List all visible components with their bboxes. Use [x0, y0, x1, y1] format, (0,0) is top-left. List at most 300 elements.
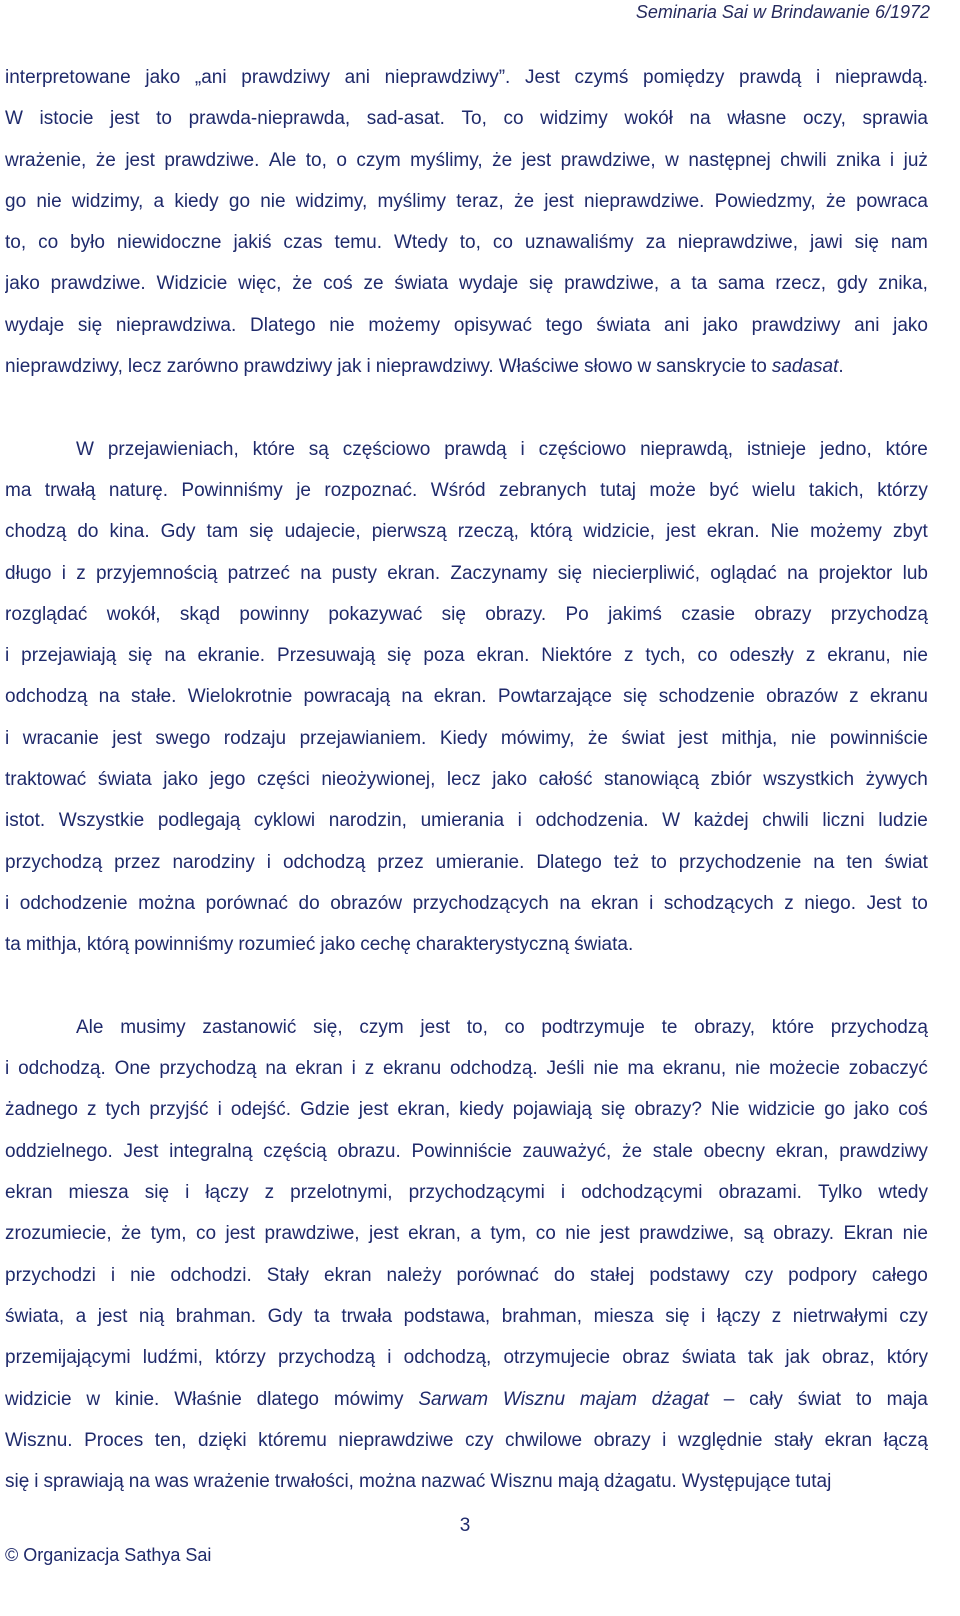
- word: wtedy: [878, 1182, 928, 1204]
- word: jako: [854, 1099, 890, 1121]
- word: swego: [155, 727, 211, 749]
- word: nam: [890, 232, 928, 254]
- word: co: [195, 1223, 217, 1245]
- word: i: [816, 67, 821, 88]
- word: odchodzą: [282, 851, 366, 873]
- word: odeszły: [729, 645, 794, 667]
- word: naturę.: [108, 479, 169, 501]
- word: który: [886, 1347, 928, 1369]
- word: prawdą: [444, 438, 507, 460]
- word: te: [661, 1016, 678, 1038]
- word: Wisznu: [502, 1388, 566, 1410]
- word: względnie: [677, 1429, 763, 1451]
- word: przelotnymi,: [290, 1182, 393, 1204]
- word: świata: [681, 1347, 736, 1369]
- word: Kiedy: [439, 727, 488, 749]
- word: opisywać: [453, 314, 532, 336]
- word: nieprawdziwe.: [584, 190, 705, 212]
- word: kiedy: [459, 1099, 504, 1121]
- text-line: [5, 1007, 928, 1048]
- word: Nie: [770, 521, 800, 543]
- word: prawdziwy: [751, 314, 841, 336]
- word: sprawiają: [43, 1471, 124, 1493]
- word: i: [387, 1347, 392, 1369]
- word: się: [600, 1099, 626, 1121]
- word: się: [144, 1182, 170, 1204]
- word: maja: [886, 1388, 928, 1410]
- word: którzy: [877, 479, 928, 501]
- word: to: [911, 892, 928, 914]
- word: nieprawdą,: [640, 438, 734, 460]
- word: lub: [902, 562, 928, 584]
- word: widzimy: [540, 108, 608, 130]
- word: to,: [305, 149, 327, 171]
- word: wrażenie: [193, 1471, 270, 1493]
- word: was: [154, 1471, 189, 1493]
- word: Tylko: [817, 1182, 863, 1204]
- word: jakimś: [608, 603, 662, 625]
- word: łączą: [883, 1429, 928, 1451]
- word: które: [771, 1016, 815, 1038]
- word: nieprawdziwy,: [5, 356, 123, 378]
- word: przychodzi: [5, 1264, 96, 1286]
- word: które: [885, 438, 928, 460]
- word: to,: [466, 1016, 488, 1038]
- word: nieprawdziwe,: [677, 232, 799, 254]
- word: odchodzą: [5, 686, 88, 708]
- word: niewidoczne: [116, 232, 222, 254]
- word: zebranych: [499, 479, 587, 501]
- word: miesza: [593, 1305, 654, 1327]
- word: trwała: [341, 1305, 393, 1327]
- word: można: [138, 892, 196, 914]
- word: takich,: [808, 479, 864, 501]
- word: sadasat.: [771, 356, 844, 378]
- word: że: [95, 149, 116, 171]
- word: można: [358, 1471, 416, 1493]
- word: z: [849, 686, 859, 708]
- word: jest: [369, 1223, 399, 1245]
- word: czy: [744, 1264, 774, 1286]
- word: było: [70, 232, 105, 254]
- word: wracanie: [22, 727, 99, 749]
- word: jest: [112, 727, 142, 749]
- word: dżagatu.: [603, 1471, 677, 1493]
- word: i: [520, 438, 525, 460]
- word: które: [252, 438, 295, 460]
- word: chodzą: [5, 521, 67, 543]
- word: ten,: [154, 1429, 187, 1451]
- word: Wisznu: [490, 1471, 553, 1493]
- word: porównać: [456, 1264, 539, 1286]
- word: schodzących: [663, 892, 774, 914]
- word: widzimy,: [71, 190, 144, 212]
- word: w: [665, 149, 679, 171]
- word: przychodzą: [277, 1347, 376, 1369]
- word: Właśnie: [174, 1388, 242, 1410]
- word: możecie: [769, 1058, 840, 1080]
- word: jawi: [809, 232, 843, 254]
- word: to,: [5, 232, 27, 254]
- word: należy: [386, 1264, 442, 1286]
- word: i: [266, 851, 272, 873]
- word: rzeczą,: [457, 521, 519, 543]
- word: się: [529, 273, 554, 295]
- word: i: [701, 1305, 706, 1327]
- word: jest: [420, 1016, 450, 1038]
- text-line: [5, 470, 928, 511]
- word: słowo: [583, 356, 633, 378]
- word: na: [559, 892, 581, 914]
- word: ekranu,: [662, 1058, 727, 1080]
- text-line: [5, 1337, 928, 1378]
- word: powinniśmy: [134, 934, 234, 956]
- word: Powinniście: [411, 1140, 512, 1162]
- text-line: [5, 511, 928, 552]
- word: ekran: [295, 1058, 343, 1080]
- word: się,: [313, 1016, 343, 1038]
- word: widzimy,: [295, 190, 368, 212]
- word: majam: [579, 1388, 637, 1410]
- word: na: [164, 645, 186, 667]
- word: miesza: [68, 1182, 129, 1204]
- text-line: [5, 181, 928, 222]
- word: zauważyć,: [522, 1140, 612, 1162]
- word: Wisznu.: [5, 1429, 73, 1451]
- word: że: [587, 727, 608, 749]
- word: co: [697, 645, 718, 667]
- word: że: [121, 1223, 142, 1245]
- word: obrazy,: [694, 1016, 756, 1038]
- word: charakterystyczną: [415, 934, 570, 956]
- word: co: [503, 108, 524, 130]
- word: jest: [600, 1223, 630, 1245]
- word: cyklowi: [253, 810, 316, 832]
- word: stale: [652, 1140, 693, 1162]
- word: „ani: [194, 67, 227, 88]
- word: lecz: [446, 769, 481, 791]
- word: To,: [461, 108, 487, 130]
- word: zbiór: [710, 769, 752, 791]
- word: Jest: [525, 67, 560, 88]
- word: tego: [545, 314, 583, 336]
- word: z: [771, 1305, 782, 1327]
- word: Wtedy: [393, 232, 448, 254]
- word: się: [5, 1471, 30, 1493]
- word: wokół,: [106, 603, 161, 625]
- word: ekran,: [775, 1140, 829, 1162]
- word: czym: [359, 1016, 404, 1038]
- word: narodzin,: [328, 810, 407, 832]
- text-line: [5, 800, 928, 841]
- word: jest: [97, 1305, 128, 1327]
- word: się: [249, 521, 274, 543]
- word: co: [492, 232, 513, 254]
- word: zobaczyć: [848, 1058, 928, 1080]
- word: dlatego: [256, 1388, 319, 1410]
- word: je: [296, 479, 311, 501]
- word: tak: [747, 1347, 774, 1369]
- word: czas: [283, 232, 323, 254]
- word: ekran: [324, 1264, 372, 1286]
- word: i: [5, 645, 10, 667]
- word: i: [517, 810, 522, 832]
- text-line: [5, 635, 928, 676]
- word: Niektóre: [541, 645, 613, 667]
- word: –: [723, 1388, 735, 1410]
- word: którą: [529, 521, 573, 543]
- word: tutaj: [600, 479, 636, 501]
- word: brahman.: [175, 1305, 257, 1327]
- word: interpretowane: [5, 67, 131, 88]
- word: jako: [5, 273, 40, 295]
- word: powracają: [303, 686, 391, 708]
- word: chwili: [780, 149, 827, 171]
- word: Gdy: [267, 1305, 303, 1327]
- word: i: [5, 1058, 10, 1080]
- word: widzicie: [5, 1388, 72, 1410]
- word: jego: [209, 769, 246, 791]
- word: prawda-nieprawda,: [188, 108, 351, 130]
- word: się: [77, 314, 103, 336]
- word: cechę: [360, 934, 411, 956]
- word: czym: [356, 149, 401, 171]
- word: kinie.: [114, 1388, 160, 1410]
- word: długo: [5, 562, 52, 584]
- word: rodzaju: [223, 727, 287, 749]
- word: powraca: [856, 190, 928, 212]
- text-line: [5, 718, 928, 759]
- word: obraz: [622, 1347, 670, 1369]
- word: chwili: [762, 810, 809, 832]
- word: teraz,: [456, 190, 504, 212]
- word: ta: [313, 1305, 330, 1327]
- word: stanowiącą: [603, 769, 700, 791]
- word: wrażenie,: [5, 149, 87, 171]
- word: gdy: [836, 273, 868, 295]
- word: mithja,: [25, 934, 82, 956]
- word: tam: [206, 521, 239, 543]
- text-line: [5, 1379, 928, 1420]
- word: do: [553, 1264, 575, 1286]
- word: Powtarzające: [497, 686, 612, 708]
- word: go: [228, 190, 251, 212]
- word: nie: [36, 190, 62, 212]
- word: brahman,: [501, 1305, 583, 1327]
- word: poza: [423, 645, 465, 667]
- word: chwilowe: [504, 1429, 583, 1451]
- word: obrazy: [593, 1429, 651, 1451]
- word: projektor: [818, 562, 893, 584]
- word: schodzenie: [658, 686, 755, 708]
- word: tutaj: [795, 1471, 832, 1493]
- word: w: [86, 1388, 101, 1410]
- word: podpory: [788, 1264, 857, 1286]
- word: jedno,: [819, 438, 872, 460]
- word: jako: [163, 769, 199, 791]
- word: nieprawdziwy.: [375, 356, 494, 378]
- word: Jeśli: [546, 1058, 585, 1080]
- word: go: [824, 1099, 846, 1121]
- word: ekranu,: [827, 645, 891, 667]
- word: Zaczynamy: [450, 562, 548, 584]
- text-line: [5, 1131, 928, 1172]
- word: jest: [109, 108, 140, 130]
- text-line: [5, 553, 928, 594]
- word: się: [623, 686, 648, 708]
- word: i: [185, 1182, 190, 1204]
- text-line: [5, 759, 928, 800]
- word: nie: [565, 1223, 591, 1245]
- word: niego.: [804, 892, 857, 914]
- text-line: [5, 57, 928, 98]
- word: całość: [538, 769, 593, 791]
- word: W: [76, 438, 94, 460]
- word: przychodzącymi: [408, 1182, 545, 1204]
- word: mithja,: [721, 727, 778, 749]
- word: że: [621, 1140, 643, 1162]
- text-line: [5, 594, 928, 635]
- word: na: [401, 686, 423, 708]
- word: się: [128, 645, 153, 667]
- word: jako: [893, 314, 928, 336]
- word: Proces: [84, 1429, 144, 1451]
- word: Właściwe: [498, 356, 579, 378]
- word: na: [98, 686, 120, 708]
- word: sanskrycie: [656, 356, 746, 378]
- word: i: [662, 1429, 667, 1451]
- word: Występujące: [681, 1471, 791, 1493]
- word: żywych: [865, 769, 928, 791]
- word: odchodzą.: [449, 1058, 538, 1080]
- word: jest: [678, 727, 708, 749]
- text-line: [5, 1420, 928, 1461]
- word: nie: [734, 1058, 761, 1080]
- word: nie: [902, 645, 928, 667]
- word: oczy,: [802, 108, 846, 130]
- word: nieożywionej,: [321, 769, 436, 791]
- word: jako: [492, 769, 528, 791]
- word: pierwszą: [371, 521, 447, 543]
- word: całego: [871, 1264, 928, 1286]
- word: na: [813, 851, 835, 873]
- word: świat: [884, 851, 928, 873]
- word: świata: [596, 314, 651, 336]
- text-line: [5, 222, 928, 263]
- word: oglądać: [710, 562, 777, 584]
- word: ekran: [591, 892, 639, 914]
- word: ludźmi,: [142, 1347, 203, 1369]
- word: ludzie: [878, 810, 928, 832]
- word: tych,: [645, 645, 686, 667]
- word: odchodzą,: [403, 1347, 492, 1369]
- word: jak: [337, 356, 362, 378]
- word: myślimy,: [410, 149, 483, 171]
- word: istocie: [39, 108, 94, 130]
- word: o: [336, 149, 347, 171]
- document-body: [5, 57, 928, 1502]
- word: rozglądać: [5, 603, 88, 625]
- page-header-title: Seminaria Sai w Brindawanie 6/1972: [635, 2, 930, 22]
- word: trwałą: [44, 479, 96, 501]
- word: jako: [703, 314, 738, 336]
- word: Gdy: [160, 521, 196, 543]
- word: ta: [691, 273, 708, 295]
- word: przychodzą: [5, 851, 103, 873]
- word: ekran.: [387, 562, 441, 584]
- word: prawdą: [739, 67, 802, 88]
- word: przychodzą: [830, 603, 928, 625]
- word: traktować: [5, 769, 87, 791]
- word: obecny: [703, 1140, 765, 1162]
- word: którzy: [215, 1347, 266, 1369]
- word: zrozumiecie,: [5, 1223, 112, 1245]
- word: Ekran: [843, 1223, 894, 1245]
- word: wydaje: [5, 314, 65, 336]
- word: to: [855, 1388, 872, 1410]
- word: nie: [902, 1223, 928, 1245]
- text-line: [5, 346, 928, 387]
- word: są: [308, 438, 329, 460]
- word: a: [669, 273, 681, 295]
- word: Dlatego: [250, 314, 316, 336]
- word: odchodzą.: [18, 1058, 106, 1080]
- word: tym,: [150, 1223, 187, 1245]
- word: i: [560, 1182, 566, 1204]
- word: zarówno: [166, 356, 239, 378]
- word: integralną: [169, 1140, 253, 1162]
- word: jest: [666, 521, 696, 543]
- word: własne: [727, 108, 787, 130]
- word: sprawia: [862, 108, 928, 130]
- word: Wśród: [430, 479, 486, 501]
- word: to,: [459, 232, 481, 254]
- word: ekran.: [476, 645, 530, 667]
- word: prawdziwy: [243, 356, 333, 378]
- word: podlegają: [157, 810, 241, 832]
- word: tym,: [490, 1223, 527, 1245]
- text-line: [5, 1048, 928, 1089]
- text-line: [5, 1255, 928, 1296]
- word: mówimy: [333, 1388, 404, 1410]
- word: widzicie: [748, 1099, 816, 1121]
- word: stałej: [590, 1264, 635, 1286]
- word: liczni: [822, 810, 865, 832]
- word: coś: [898, 1099, 928, 1121]
- word: cały: [749, 1388, 783, 1410]
- word: przychodzących: [412, 892, 549, 914]
- word: ma: [627, 1058, 654, 1080]
- word: przychodzą: [830, 1016, 928, 1038]
- word: na: [265, 1058, 287, 1080]
- word: możemy: [368, 314, 441, 336]
- word: go: [5, 190, 27, 212]
- word: czy: [464, 1429, 494, 1451]
- word: co: [535, 1223, 556, 1245]
- text-line: [5, 676, 928, 717]
- word: świat: [621, 727, 665, 749]
- word: stały: [773, 1429, 814, 1451]
- text-line: [5, 1296, 928, 1337]
- word: się: [854, 232, 879, 254]
- word: następnej: [688, 149, 771, 171]
- text-line: [5, 1089, 928, 1130]
- word: nie: [593, 1058, 619, 1080]
- word: zastanowić: [202, 1016, 297, 1038]
- word: rzecz,: [775, 273, 826, 295]
- word: dzięki: [198, 1429, 247, 1451]
- word: trwałości,: [274, 1471, 354, 1493]
